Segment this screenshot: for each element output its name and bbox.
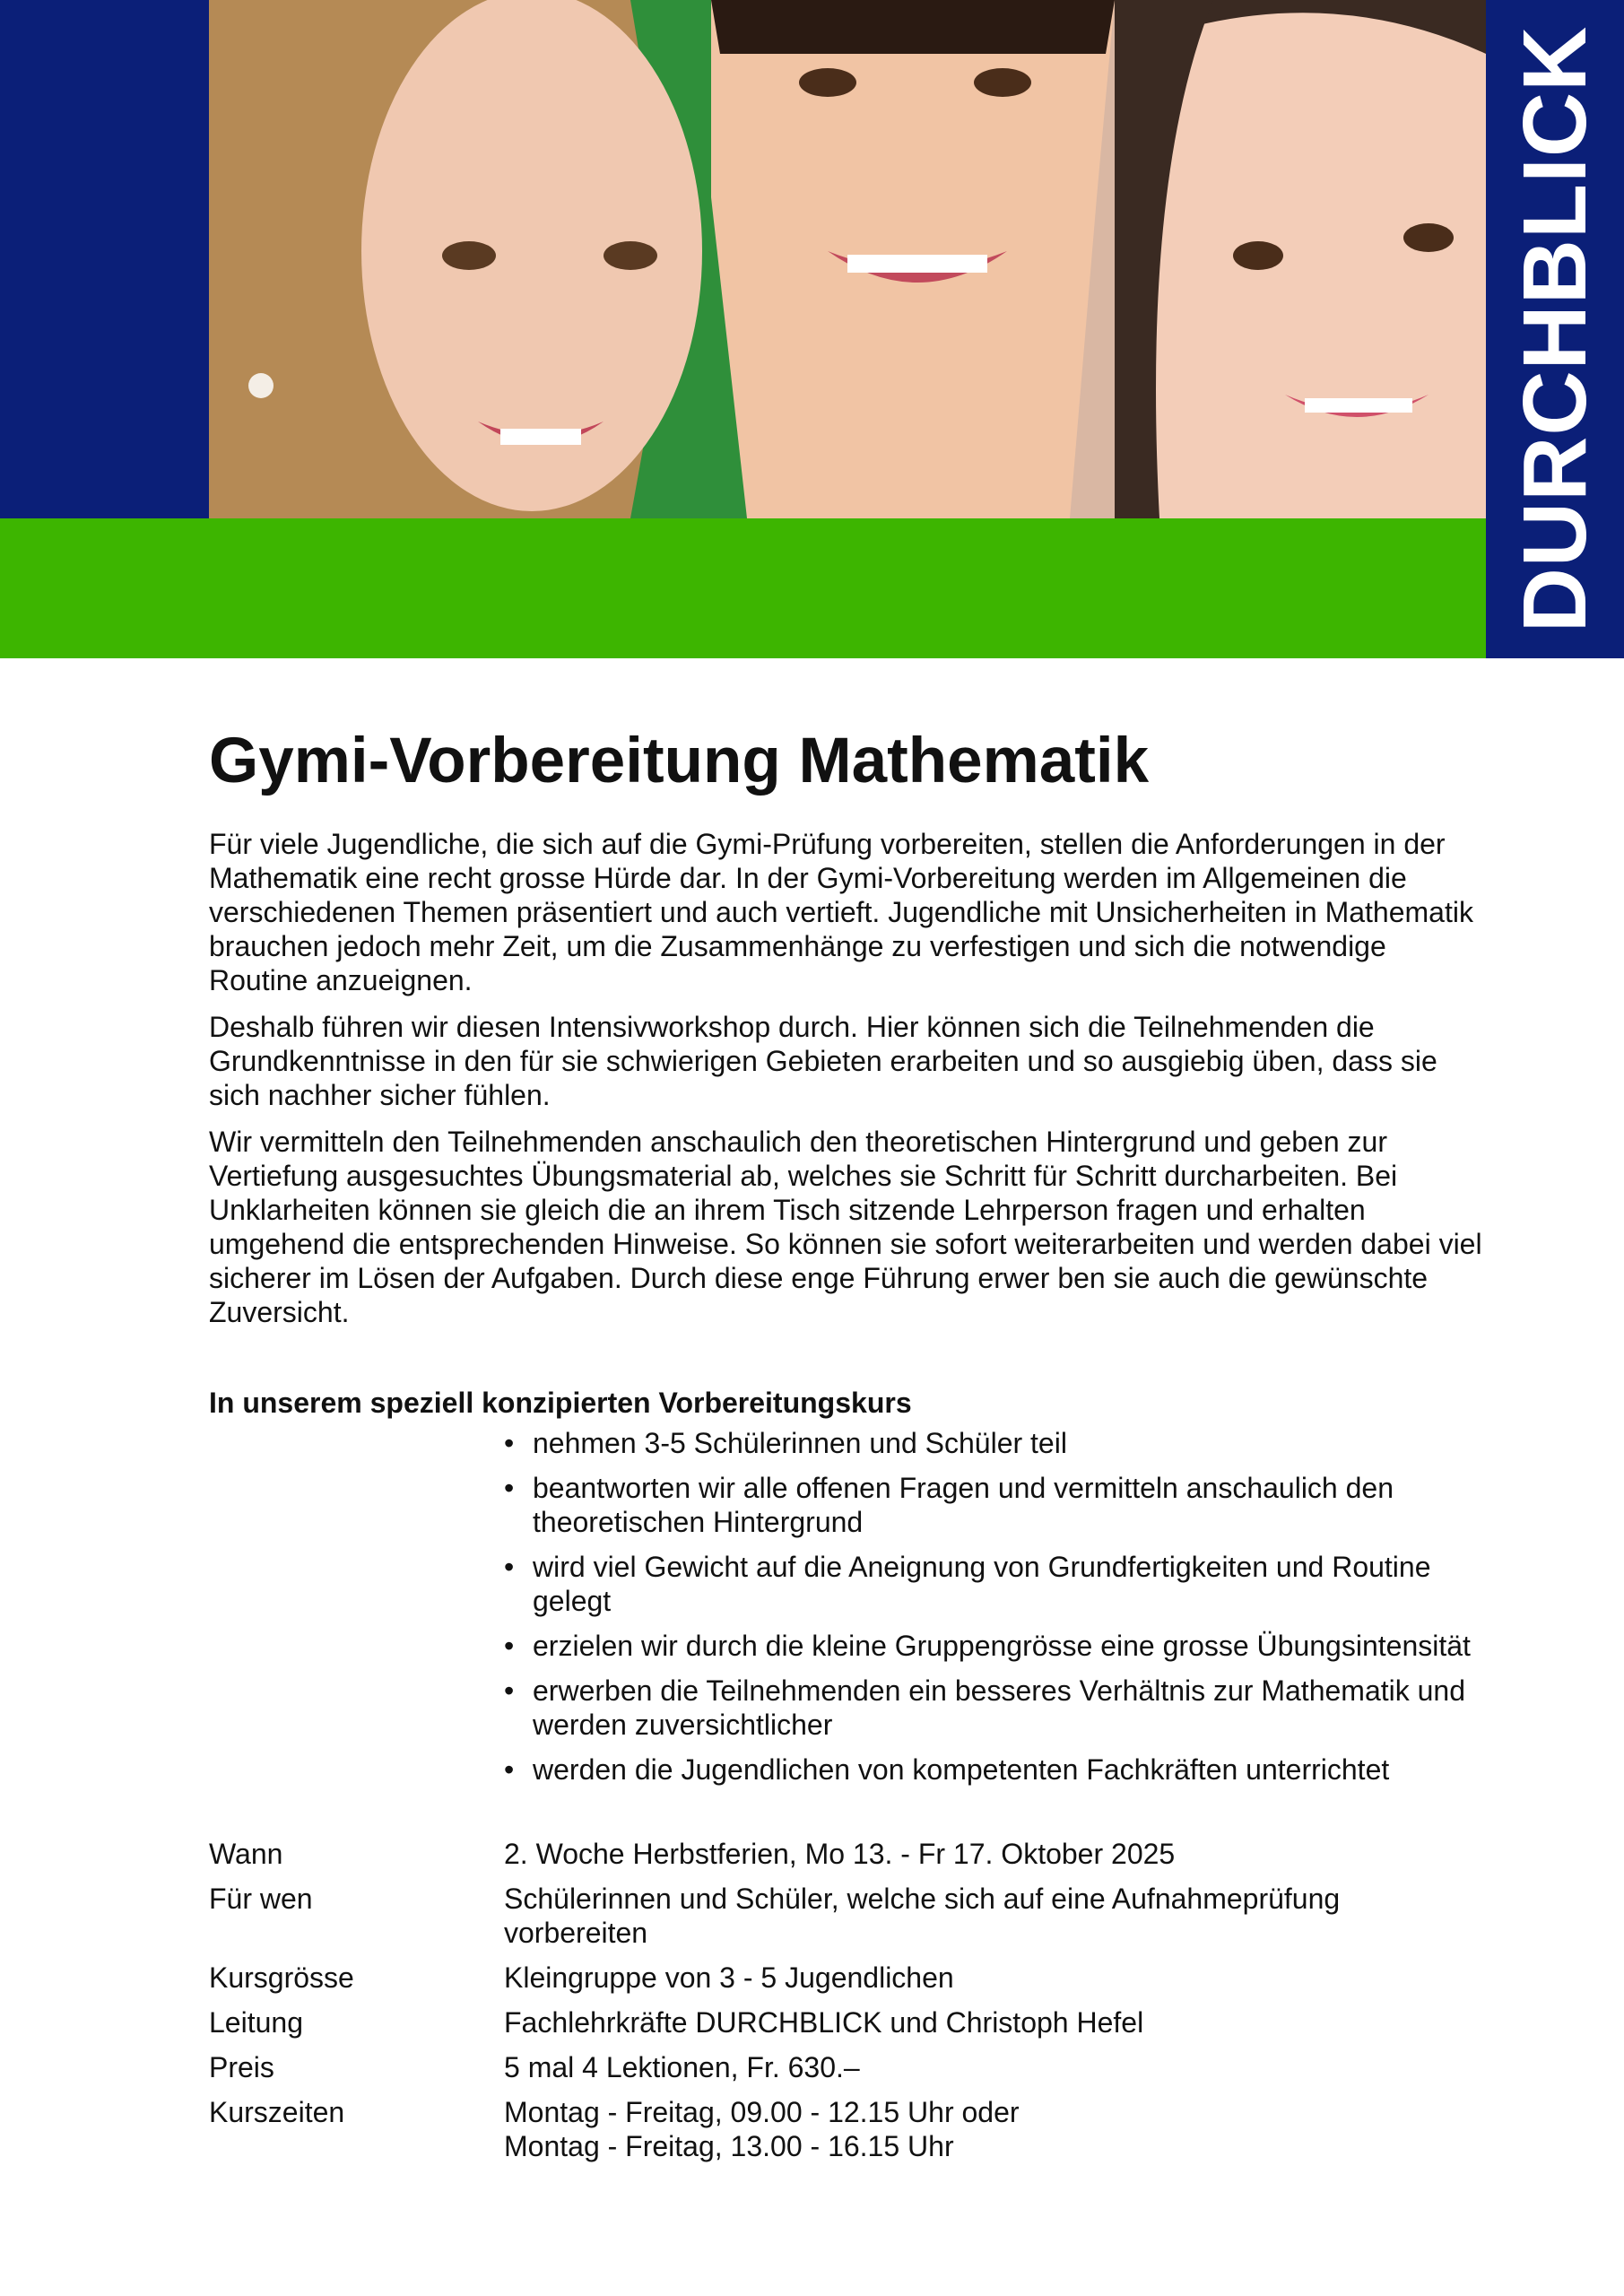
main-content <box>209 726 1488 2174</box>
list-item: • beantworten wir alle offenen Fragen und vermitteln anschaulich den theoretischen Hintergrund <box>504 1471 1488 1539</box>
intro-paragraph: Deshalb führen wir diesen Intensivworkshop durch. Hier können sich die Teilnehmenden die Grundkenntnisse in den für sie schwierigen Gebieten erarbeiten und so ausgiebig üben, dass sie sich nachher sicher fühlen. <box>209 1011 1437 1112</box>
list-heading: In unserem speziell konzipierten Vorbereitungskurs <box>209 1387 912 1420</box>
info-row-wann <box>209 1837 1488 1871</box>
info-row-preis <box>209 2050 1488 2084</box>
brand-sidebar <box>1486 0 1624 658</box>
page-title: Gymi-Vorbereitung Mathematik <box>209 726 1150 796</box>
info-row-kursgroesse <box>209 1961 1488 1995</box>
list-item: • erzielen wir durch die kleine Gruppengrösse eine grosse Übungsintensität <box>504 1629 1488 1663</box>
info-value: Kleingruppe von 3 - 5 Jugendlichen <box>504 1961 954 1995</box>
info-label: Kursgrösse <box>209 1961 354 1995</box>
info-label: Wann <box>209 1838 283 1871</box>
intro-paragraph: Für viele Jugendliche, die sich auf die Gymi-Prüfung vorbereiten, stellen die Anforderungen in der Mathematik eine recht grosse Hürde dar. In der Gymi-Vorbereitung werden im Allgemeinen die verschiedenen Themen präsentiert und auch vertieft. Jugendliche mit Unsicherheiten in Mathematik brauchen jedoch mehr Zeit, um die Zusammenhänge zu verfestigen und sich die notwendige Routine anzueignen. <box>209 828 1473 997</box>
list-item: • wird viel Gewicht auf die Aneignung von Grundfertigkeiten und Routine gelegt <box>504 1550 1488 1618</box>
info-row-kurszeiten <box>209 2095 1488 2163</box>
header-photo-three-students <box>209 0 1486 518</box>
list-item: • werden die Jugendlichen von kompetenten Fachkräften unterrichtet <box>504 1752 1488 1787</box>
info-value: Schülerinnen und Schüler, welche sich auf eine Aufnahmeprüfung vorbereiten <box>504 1883 1341 1950</box>
info-label: Kurszeiten <box>209 2096 345 2129</box>
header-left-navy-band <box>0 0 209 518</box>
info-value-line: Montag - Freitag, 13.00 - 16.15 Uhr <box>504 2130 954 2163</box>
header-green-band <box>0 518 1486 658</box>
info-label: Für wen <box>209 1883 313 1916</box>
info-label: Leitung <box>209 2006 303 2039</box>
info-value: Fachlehrkräfte DURCHBLICK und Christoph Hefel <box>504 2006 1144 2039</box>
brand-logo-text: DURCHBLICK <box>1505 25 1605 633</box>
info-row-leitung <box>209 2005 1488 2039</box>
info-value: 5 mal 4 Lektionen, Fr. 630.– <box>504 2051 860 2084</box>
info-row-fuer-wen <box>209 1882 1488 1950</box>
list-item: • nehmen 3-5 Schülerinnen und Schüler teil <box>504 1426 1488 1460</box>
info-value: 2. Woche Herbstferien, Mo 13. - Fr 17. Oktober 2025 <box>504 1838 1176 1871</box>
info-value <box>504 2095 1488 2163</box>
info-value-line: Montag - Freitag, 09.00 - 12.15 Uhr oder <box>504 2096 1020 2129</box>
list-item: • erwerben die Teilnehmenden ein besseres Verhältnis zur Mathematik und werden zuversichtlicher <box>504 1674 1488 1742</box>
course-info-table <box>209 1837 1488 2163</box>
feature-list <box>209 1426 1488 1787</box>
intro-paragraph: Wir vermitteln den Teilnehmenden anschaulich den theoretischen Hintergrund und geben zur Vertiefung ausgesuchtes Übungsmaterial ab, welches sie Schritt für Schritt durcharbeiten. Bei Unklarheiten können sie gleich die an ihrem Tisch sitzende Lehrperson fragen und erhalten umgehend die entsprechenden Hinweise. So können sie sofort weiterarbeiten und werden dabei viel sicherer im Lösen der Aufgaben. Durch diese enge Führung erwer ben sie auch die gewünschte Zuversicht. <box>209 1126 1482 1329</box>
info-label: Preis <box>209 2051 274 2084</box>
students-photo-illustration <box>209 0 1486 518</box>
